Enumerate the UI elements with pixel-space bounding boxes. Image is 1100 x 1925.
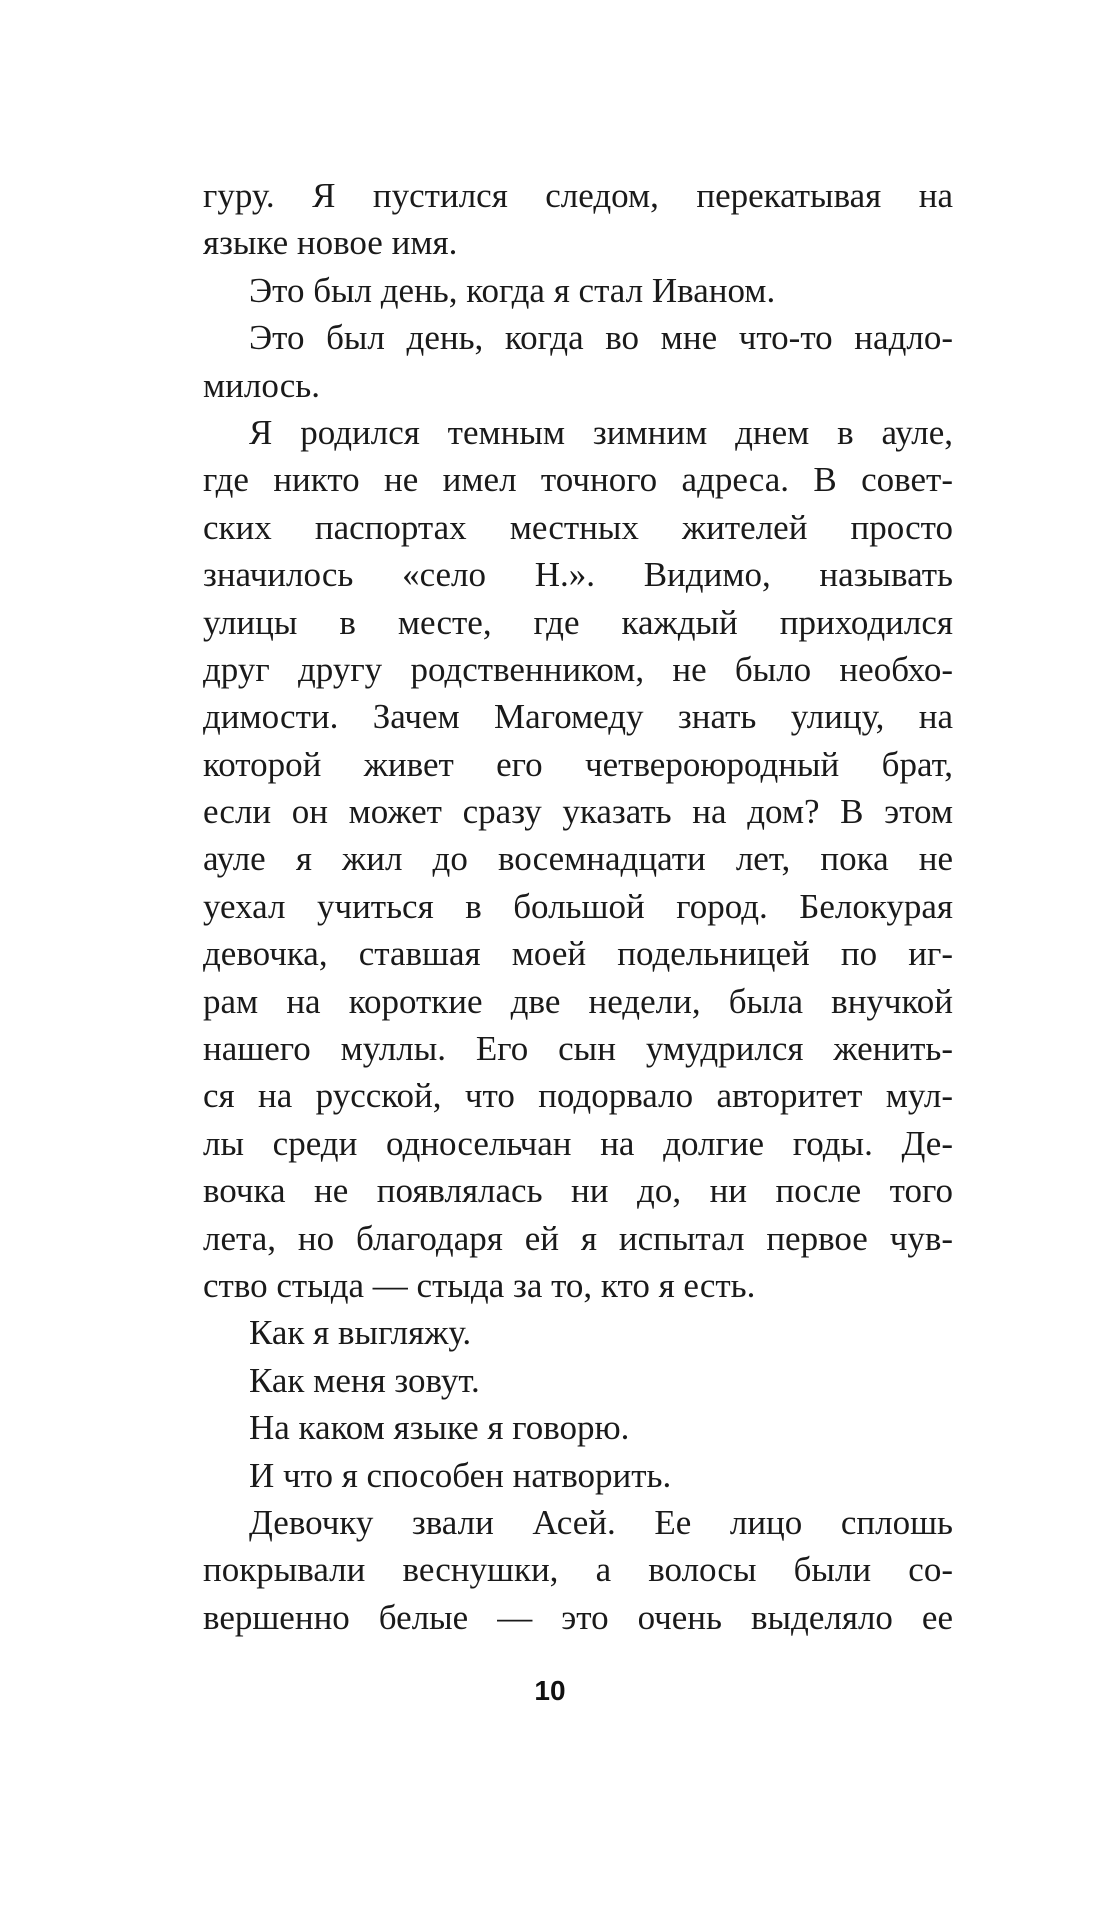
text-line: рам на короткие две недели, была внучкой: [203, 981, 953, 1021]
text-line: друг другу родственником, не было необхо-: [203, 649, 953, 689]
text-line: языке новое имя.: [203, 223, 458, 263]
text-line: Как меня зовут.: [249, 1360, 480, 1400]
text-line: Девочку звали Асей. Ее лицо сплошь: [249, 1502, 953, 1542]
page-number: 10: [534, 1675, 566, 1706]
text-line: вершенно белые — это очень выделяло ее: [203, 1597, 953, 1637]
body-text: [203, 172, 953, 1641]
text-line: милось.: [203, 365, 320, 405]
text-line: Это был день, когда во мне что-то надло-: [249, 318, 953, 358]
text-line: покрывали веснушки, а волосы были со-: [203, 1550, 953, 1590]
text-line: уехал учиться в большой город. Белокурая: [203, 886, 953, 926]
text-line: Я родился темным зимним днем в ауле,: [249, 412, 953, 452]
text-line: гуру. Я пустился следом, перекатывая на: [203, 176, 953, 215]
text-line: лета, но благодаря ей я испытал первое чув-: [203, 1218, 953, 1258]
text-line: если он может сразу указать на дом? В этом: [203, 792, 953, 832]
text-line: девочка, ставшая моей подельницей по иг-: [203, 934, 953, 974]
text-line: нашего муллы. Его сын умудрился женить-: [203, 1029, 953, 1069]
text-line: ся на русской, что подорвало авторитет мул-: [203, 1076, 953, 1116]
text-line: значилось «село Н.». Видимо, называть: [203, 555, 953, 595]
text-line: ских паспортах местных жителей просто: [203, 507, 953, 547]
text-line: И что я способен натворить.: [249, 1455, 672, 1495]
text-line: которой живет его четвероюродный брат,: [203, 744, 953, 784]
text-line: ауле я жил до восемнадцати лет, пока не: [203, 839, 953, 879]
text-line: На каком языке я говорю.: [249, 1408, 630, 1448]
text-line: лы среди односельчан на долгие годы. Де-: [203, 1123, 953, 1163]
text-line: димости. Зачем Магомеду знать улицу, на: [203, 697, 953, 737]
text-line: где никто не имел точного адреса. В совет-: [203, 460, 953, 500]
text-line: вочка не появлялась ни до, ни после того: [203, 1171, 953, 1211]
text-line: ство стыда — стыда за то, кто я есть.: [203, 1265, 756, 1305]
text-line: Как я выгляжу.: [249, 1313, 472, 1353]
text-line: улицы в месте, где каждый приходился: [203, 602, 953, 642]
text-line: Это был день, когда я стал Иваном.: [249, 270, 776, 310]
